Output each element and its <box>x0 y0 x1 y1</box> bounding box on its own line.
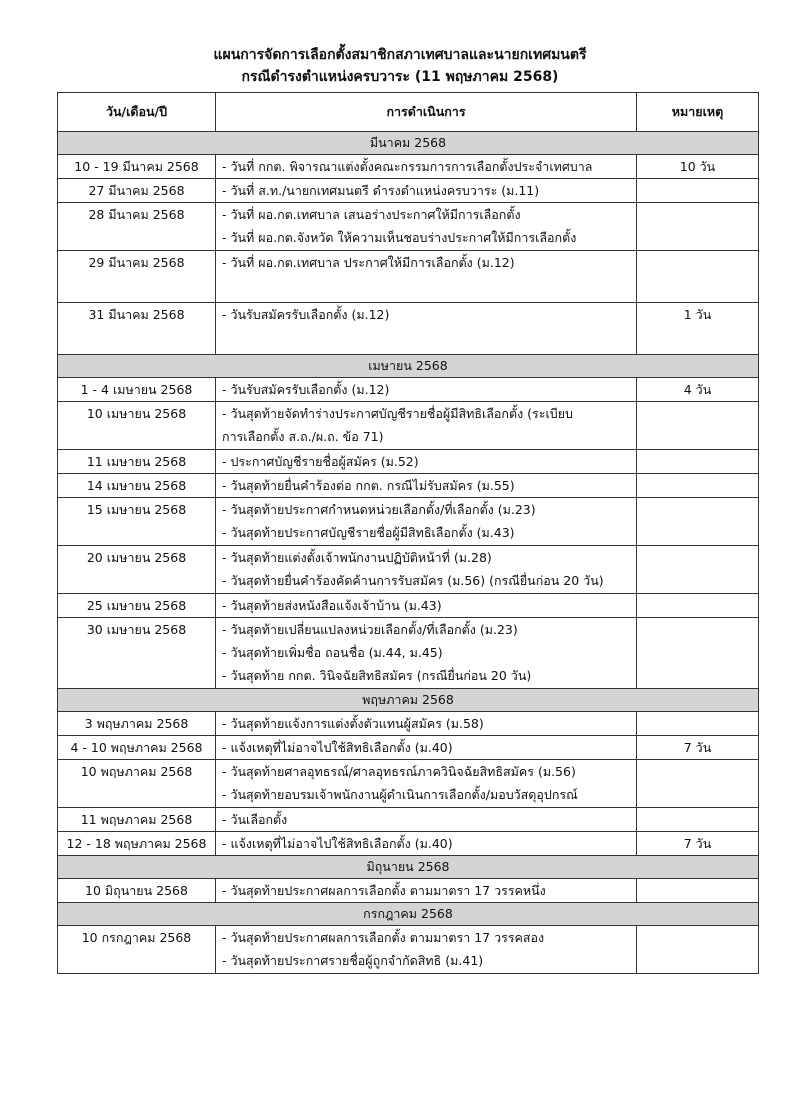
row-action <box>216 546 637 594</box>
row-action <box>216 712 637 736</box>
action-line: - วันสุดท้ายส่งหนังสือแจ้งเจ้าบ้าน (ม.43) <box>222 598 442 613</box>
action-line: - วันสุดท้ายแจ้งการแต่งตั้งตัวแทนผู้สมัคร (ม.58) <box>222 716 484 731</box>
row-date <box>58 155 216 179</box>
schedule-body <box>58 132 759 974</box>
row-note <box>637 155 759 179</box>
row-date-text: 4 - 10 พฤษภาคม 2568 <box>70 740 203 755</box>
row-note <box>637 402 759 450</box>
action-line: - วันที่ ผอ.กต.เทศบาล เสนอร่างประกาศให้มีการเลือกตั้ง <box>222 207 521 222</box>
row-note-text <box>643 498 752 521</box>
action-line: - วันสุดท้ายประกาศบัญชีรายชื่อผู้มีสิทธิเลือกตั้ง (ม.43) <box>222 525 515 540</box>
row-note <box>637 251 759 303</box>
row-date-text: 10 มิถุนายน 2568 <box>85 883 188 898</box>
table-row <box>58 594 759 618</box>
row-note <box>637 926 759 974</box>
row-date-text: 10 กรกฎาคม 2568 <box>81 930 192 945</box>
row-note-text <box>643 926 752 949</box>
action-line: - วันที่ กกต. พิจารณาแต่งตั้งคณะกรรมการการเลือกตั้งประจำเทศบาล <box>222 159 593 174</box>
table-row <box>58 498 759 546</box>
row-action <box>216 618 637 689</box>
table-row <box>58 546 759 594</box>
row-action <box>216 594 637 618</box>
action-line: - วันสุดท้ายจัดทำร่างประกาศบัญชีรายชื่อผู้มีสิทธิเลือกตั้ง (ระเบียบ <box>222 406 573 421</box>
row-action <box>216 179 637 203</box>
action-line: - วันสุดท้ายยื่นคำร้องต่อ กกต. กรณีไม่รับสมัคร (ม.55) <box>222 478 515 493</box>
row-note <box>637 879 759 903</box>
row-note <box>637 450 759 474</box>
month-row <box>58 355 759 378</box>
action-line: - วันรับสมัครรับเลือกตั้ง (ม.12) <box>222 307 390 322</box>
row-note-text: 1 วัน <box>683 307 712 322</box>
schedule-table <box>57 92 759 974</box>
row-note-text <box>643 450 752 473</box>
row-date-text: 11 พฤษภาคม 2568 <box>80 812 193 827</box>
table-row <box>58 303 759 355</box>
row-date-text: 25 เมษายน 2568 <box>86 598 187 613</box>
action-line: - วันสุดท้ายศาลอุทธรณ์/ศาลอุทธรณ์ภาควินิจฉัยสิทธิสมัคร (ม.56) <box>222 764 576 779</box>
table-row <box>58 926 759 974</box>
table-row <box>58 251 759 303</box>
row-date-text: 10 พฤษภาคม 2568 <box>80 764 193 779</box>
row-date-text: 10 - 19 มีนาคม 2568 <box>74 159 199 174</box>
row-note-text <box>643 760 752 783</box>
row-date-text: 15 เมษายน 2568 <box>86 502 187 517</box>
row-date-text: 27 มีนาคม 2568 <box>88 183 185 198</box>
row-action <box>216 402 637 450</box>
row-note-text: 7 วัน <box>683 836 712 851</box>
row-date-text: 1 - 4 เมษายน 2568 <box>80 382 193 397</box>
row-note-text <box>643 618 752 641</box>
row-action <box>216 879 637 903</box>
row-note-text <box>643 203 752 226</box>
row-note <box>637 546 759 594</box>
row-action <box>216 760 637 808</box>
row-note-text: 7 วัน <box>683 740 712 755</box>
row-action <box>216 251 637 303</box>
header-date: วัน/เดือน/ปี <box>58 93 216 132</box>
table-row <box>58 155 759 179</box>
table-row <box>58 736 759 760</box>
row-note <box>637 808 759 832</box>
action-line: - วันเลือกตั้ง <box>222 812 288 827</box>
action-line: - วันสุดท้ายยื่นคำร้องคัดค้านการรับสมัคร (ม.56) (กรณียื่นก่อน 20 วัน) <box>222 573 604 588</box>
month-row <box>58 132 759 155</box>
row-note <box>637 832 759 856</box>
row-note <box>637 378 759 402</box>
table-row <box>58 450 759 474</box>
action-line: - แจ้งเหตุที่ไม่อาจไปใช้สิทธิเลือกตั้ง (ม.40) <box>222 836 453 851</box>
action-line: - วันสุดท้ายอบรมเจ้าพนักงานผู้ดำเนินการเลือกตั้ง/มอบวัสดุอุปกรณ์ <box>222 787 578 802</box>
row-date-text: 29 มีนาคม 2568 <box>88 255 185 270</box>
row-action <box>216 203 637 251</box>
month-heading: เมษายน 2568 <box>58 355 759 378</box>
row-action <box>216 832 637 856</box>
row-date <box>58 474 216 498</box>
row-date <box>58 179 216 203</box>
row-action <box>216 450 637 474</box>
table-row <box>58 879 759 903</box>
row-note <box>637 594 759 618</box>
row-date <box>58 618 216 689</box>
row-date-text: 14 เมษายน 2568 <box>86 478 187 493</box>
month-heading: มีนาคม 2568 <box>58 132 759 155</box>
row-note-text: 10 วัน <box>679 159 716 174</box>
action-line: - วันสุดท้าย กกต. วินิจฉัยสิทธิสมัคร (กรณียื่นก่อน 20 วัน) <box>222 668 532 683</box>
action-line: - วันที่ ส.ท./นายกเทศมนตรี ดำรงตำแหน่งครบวาระ (ม.11) <box>222 183 540 198</box>
row-note-text <box>643 546 752 569</box>
row-date-text: 12 - 18 พฤษภาคม 2568 <box>66 836 207 851</box>
row-date <box>58 760 216 808</box>
action-line: - แจ้งเหตุที่ไม่อาจไปใช้สิทธิเลือกตั้ง (ม.40) <box>222 740 453 755</box>
row-date <box>58 546 216 594</box>
action-line: - วันรับสมัครรับเลือกตั้ง (ม.12) <box>222 382 390 397</box>
table-row <box>58 712 759 736</box>
row-date <box>58 808 216 832</box>
action-line: - วันสุดท้ายแต่งตั้งเจ้าพนักงานปฏิบัติหน้าที่ (ม.28) <box>222 550 492 565</box>
row-note-text <box>643 808 752 831</box>
row-action <box>216 808 637 832</box>
table-row <box>58 179 759 203</box>
row-date <box>58 378 216 402</box>
row-date-text: 31 มีนาคม 2568 <box>88 307 185 322</box>
row-date <box>58 498 216 546</box>
row-note-text <box>643 474 752 497</box>
row-date <box>58 926 216 974</box>
row-date-text: 20 เมษายน 2568 <box>86 550 187 565</box>
row-date-text: 11 เมษายน 2568 <box>86 454 187 469</box>
month-heading: มิถุนายน 2568 <box>58 856 759 879</box>
action-line: - วันที่ ผอ.กต.เทศบาล ประกาศให้มีการเลือกตั้ง (ม.12) <box>222 255 515 270</box>
row-note <box>637 760 759 808</box>
action-line: - วันที่ ผอ.กต.จังหวัด ให้ความเห็นชอบร่างประกาศให้มีการเลือกตั้ง <box>222 230 577 245</box>
row-date <box>58 303 216 355</box>
row-note <box>637 474 759 498</box>
row-action <box>216 155 637 179</box>
row-action <box>216 474 637 498</box>
table-row <box>58 474 759 498</box>
action-line: - ประกาศบัญชีรายชื่อผู้สมัคร (ม.52) <box>222 454 419 469</box>
row-date-text: 30 เมษายน 2568 <box>86 622 187 637</box>
row-note-text <box>643 402 752 425</box>
month-heading: กรกฎาคม 2568 <box>58 903 759 926</box>
action-line: - วันสุดท้ายประกาศผลการเลือกตั้ง ตามมาตรา 17 วรรคสอง <box>222 930 545 945</box>
row-date <box>58 203 216 251</box>
row-date-text: 28 มีนาคม 2568 <box>88 207 185 222</box>
row-date <box>58 402 216 450</box>
row-action <box>216 736 637 760</box>
action-line: - วันสุดท้ายเปลี่ยนแปลงหน่วยเลือกตั้ง/ที่เลือกตั้ง (ม.23) <box>222 622 518 637</box>
row-note-text <box>643 251 752 274</box>
row-note <box>637 179 759 203</box>
table-row <box>58 808 759 832</box>
row-action <box>216 498 637 546</box>
row-date <box>58 736 216 760</box>
row-date <box>58 832 216 856</box>
row-note-text <box>643 879 752 902</box>
month-heading: พฤษภาคม 2568 <box>58 689 759 712</box>
row-note-text <box>643 179 752 202</box>
table-row <box>58 378 759 402</box>
table-row <box>58 832 759 856</box>
row-note <box>637 712 759 736</box>
action-line: - วันสุดท้ายประกาศกำหนดหน่วยเลือกตั้ง/ที่เลือกตั้ง (ม.23) <box>222 502 536 517</box>
row-note <box>637 203 759 251</box>
row-action <box>216 303 637 355</box>
table-row <box>58 618 759 689</box>
document-title: แผนการจัดการเลือกตั้งสมาชิกสภาเทศบาลและนายกเทศมนตรี <box>213 47 587 63</box>
row-date <box>58 450 216 474</box>
row-action <box>216 378 637 402</box>
table-header-row <box>58 93 759 132</box>
action-line: - วันสุดท้ายประกาศรายชื่อผู้ถูกจำกัดสิทธิ (ม.41) <box>222 953 484 968</box>
row-note <box>637 498 759 546</box>
row-note <box>637 736 759 760</box>
row-note <box>637 303 759 355</box>
row-date <box>58 251 216 303</box>
table-row <box>58 760 759 808</box>
table-row <box>58 203 759 251</box>
row-date <box>58 594 216 618</box>
document-subtitle: กรณีดำรงตำแหน่งครบวาระ (11 พฤษภาคม 2568) <box>241 69 559 85</box>
row-note-text: 4 วัน <box>683 382 712 397</box>
month-row <box>58 689 759 712</box>
row-date <box>58 879 216 903</box>
month-row <box>58 856 759 879</box>
header-action: การดำเนินการ <box>216 93 637 132</box>
header-note: หมายเหตุ <box>637 93 759 132</box>
month-row <box>58 903 759 926</box>
table-row <box>58 402 759 450</box>
row-action <box>216 926 637 974</box>
row-note-text <box>643 594 752 617</box>
action-line: การเลือกตั้ง ส.ถ./ผ.ถ. ข้อ 71) <box>222 429 384 444</box>
row-date-text: 10 เมษายน 2568 <box>86 406 187 421</box>
row-date-text: 3 พฤษภาคม 2568 <box>84 716 189 731</box>
row-note-text <box>643 712 752 735</box>
row-note <box>637 618 759 689</box>
action-line: - วันสุดท้ายประกาศผลการเลือกตั้ง ตามมาตรา 17 วรรคหนึ่ง <box>222 883 546 898</box>
row-date <box>58 712 216 736</box>
action-line: - วันสุดท้ายเพิ่มชื่อ ถอนชื่อ (ม.44, ม.45) <box>222 645 443 660</box>
